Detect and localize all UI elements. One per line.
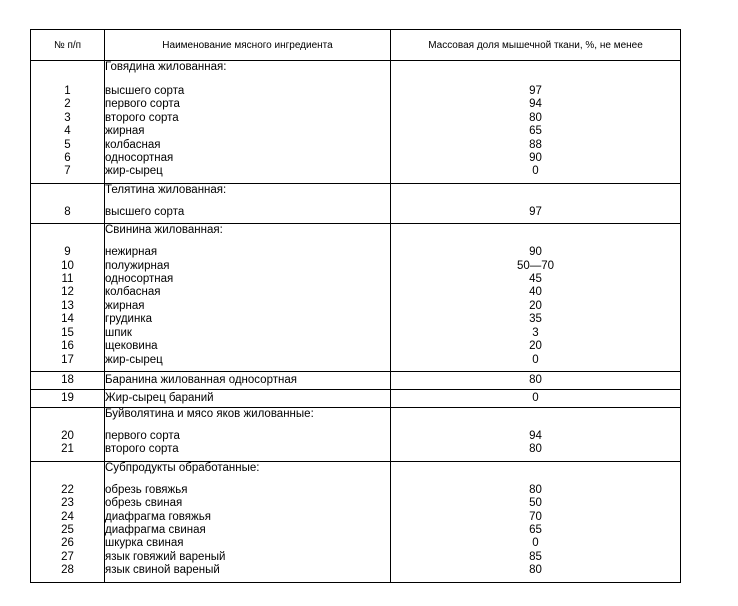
muscle-tissue-value: 94: [391, 430, 681, 443]
table-row: [31, 313, 681, 326]
group-heading-num: [31, 224, 105, 247]
ingredient-name: жирная: [105, 300, 391, 313]
row-number: 8: [31, 206, 105, 219]
muscle-tissue-value: 90: [391, 246, 681, 259]
group-heading: Субпродукты обработанные:: [105, 461, 391, 484]
ingredient-name: второго сорта: [105, 443, 391, 456]
group-heading-value: [391, 224, 681, 247]
ingredient-name: язык говяжий вареный: [105, 551, 391, 564]
row-number: 28: [31, 564, 105, 577]
ingredient-name: колбасная: [105, 139, 391, 152]
table-row: [31, 206, 681, 219]
ingredient-name: второго сорта: [105, 112, 391, 125]
row-number: 5: [31, 139, 105, 152]
ingredient-name: диафрагма говяжья: [105, 511, 391, 524]
row-number: 27: [31, 551, 105, 564]
table-row: [31, 354, 681, 367]
row-number: 20: [31, 430, 105, 443]
table-header-row: [31, 30, 681, 61]
muscle-tissue-value: 88: [391, 139, 681, 152]
row-number: 13: [31, 300, 105, 313]
row-number: 14: [31, 313, 105, 326]
group-heading-row: [31, 183, 681, 206]
row-number: 22: [31, 484, 105, 497]
table-row: [31, 98, 681, 111]
spacer-cell: [105, 578, 391, 583]
ingredient-name: первого сорта: [105, 430, 391, 443]
group-heading-value: [391, 61, 681, 86]
table-row: [31, 497, 681, 510]
muscle-tissue-value: 65: [391, 524, 681, 537]
ingredient-name: обрезь свиная: [105, 497, 391, 510]
row-number: 4: [31, 125, 105, 138]
table-row: [31, 511, 681, 524]
row-number: 15: [31, 327, 105, 340]
row-number: 21: [31, 443, 105, 456]
muscle-tissue-value: 97: [391, 85, 681, 98]
row-number: 23: [31, 497, 105, 510]
table-row: [31, 537, 681, 550]
table-row: [31, 300, 681, 313]
group-heading-num: [31, 407, 105, 430]
group-heading-value: [391, 407, 681, 430]
muscle-tissue-value: 0: [391, 389, 681, 407]
table-row: [31, 551, 681, 564]
muscle-tissue-value: 80: [391, 484, 681, 497]
spacer-cell: [31, 578, 105, 583]
table-row: [31, 371, 681, 389]
muscle-tissue-value: 3: [391, 327, 681, 340]
table-row: [31, 286, 681, 299]
ingredient-name: односортная: [105, 273, 391, 286]
muscle-tissue-value: 97: [391, 206, 681, 219]
muscle-tissue-value: 40: [391, 286, 681, 299]
group-heading-value: [391, 461, 681, 484]
muscle-tissue-value: 70: [391, 511, 681, 524]
ingredient-name: щековина: [105, 340, 391, 353]
group-spacer-row: [31, 578, 681, 583]
table-row: [31, 327, 681, 340]
group-heading: Буйволятина и мясо яков жилованные:: [105, 407, 391, 430]
muscle-tissue-value: 20: [391, 300, 681, 313]
row-number: 26: [31, 537, 105, 550]
ingredient-name: высшего сорта: [105, 85, 391, 98]
row-number: 12: [31, 286, 105, 299]
row-number: 2: [31, 98, 105, 111]
row-number: 9: [31, 246, 105, 259]
muscle-tissue-value: 80: [391, 443, 681, 456]
group-heading-row: [31, 407, 681, 430]
ingredient-name: обрезь говяжья: [105, 484, 391, 497]
row-number: 25: [31, 524, 105, 537]
spacer-cell: [391, 578, 681, 583]
table-row: [31, 139, 681, 152]
table-row: [31, 246, 681, 259]
muscle-tissue-value: 90: [391, 152, 681, 165]
muscle-tissue-value: 80: [391, 371, 681, 389]
muscle-tissue-value: 35: [391, 313, 681, 326]
table-row: [31, 484, 681, 497]
muscle-tissue-value: 0: [391, 537, 681, 550]
table-row: [31, 85, 681, 98]
muscle-tissue-value: 0: [391, 165, 681, 178]
ingredient-name: шпик: [105, 327, 391, 340]
ingredient-table: [30, 29, 681, 583]
group-heading-row: [31, 461, 681, 484]
muscle-tissue-value: 94: [391, 98, 681, 111]
group-heading-num: [31, 61, 105, 86]
ingredient-name: высшего сорта: [105, 206, 391, 219]
table-row: [31, 260, 681, 273]
group-heading: Говядина жилованная:: [105, 61, 391, 86]
table-row: [31, 340, 681, 353]
row-number: 24: [31, 511, 105, 524]
muscle-tissue-value: 45: [391, 273, 681, 286]
ingredient-name: Жир-сырец бараний: [105, 389, 391, 407]
header-value: Массовая доля мышечной ткани, %, не менее: [391, 30, 681, 61]
row-number: 6: [31, 152, 105, 165]
table-row: [31, 430, 681, 443]
row-number: 3: [31, 112, 105, 125]
ingredient-name: полужирная: [105, 260, 391, 273]
group-heading-value: [391, 183, 681, 206]
group-heading-num: [31, 183, 105, 206]
table-body: [31, 61, 681, 583]
muscle-tissue-value: 50—70: [391, 260, 681, 273]
row-number: 1: [31, 85, 105, 98]
muscle-tissue-value: 50: [391, 497, 681, 510]
row-number: 11: [31, 273, 105, 286]
muscle-tissue-value: 0: [391, 354, 681, 367]
table-row: [31, 112, 681, 125]
muscle-tissue-value: 85: [391, 551, 681, 564]
ingredient-name: шкурка свиная: [105, 537, 391, 550]
ingredient-name: первого сорта: [105, 98, 391, 111]
row-number: 18: [31, 371, 105, 389]
ingredient-name: нежирная: [105, 246, 391, 259]
ingredient-name: колбасная: [105, 286, 391, 299]
ingredient-name: односортная: [105, 152, 391, 165]
row-number: 16: [31, 340, 105, 353]
ingredient-name: Баранина жилованная односортная: [105, 371, 391, 389]
table-row: [31, 443, 681, 456]
table-row: [31, 389, 681, 407]
table-row: [31, 524, 681, 537]
row-number: 17: [31, 354, 105, 367]
group-heading: Свинина жилованная:: [105, 224, 391, 247]
table-row: [31, 273, 681, 286]
row-number: 7: [31, 165, 105, 178]
muscle-tissue-value: 20: [391, 340, 681, 353]
group-heading-row: [31, 224, 681, 247]
ingredient-name: жир-сырец: [105, 354, 391, 367]
group-heading-row: [31, 61, 681, 86]
ingredient-name: диафрагма свиная: [105, 524, 391, 537]
group-heading: Телятина жилованная:: [105, 183, 391, 206]
ingredient-name: жирная: [105, 125, 391, 138]
header-name: Наименование мясного ингредиента: [105, 30, 391, 61]
ingredient-name: жир-сырец: [105, 165, 391, 178]
ingredient-name: язык свиной вареный: [105, 564, 391, 577]
table-row: [31, 165, 681, 178]
table-row: [31, 564, 681, 577]
muscle-tissue-value: 65: [391, 125, 681, 138]
table-row: [31, 152, 681, 165]
group-heading-num: [31, 461, 105, 484]
table-row: [31, 125, 681, 138]
ingredient-name: грудинка: [105, 313, 391, 326]
row-number: 19: [31, 389, 105, 407]
muscle-tissue-value: 80: [391, 112, 681, 125]
header-num: № п/п: [31, 30, 105, 61]
muscle-tissue-value: 80: [391, 564, 681, 577]
row-number: 10: [31, 260, 105, 273]
